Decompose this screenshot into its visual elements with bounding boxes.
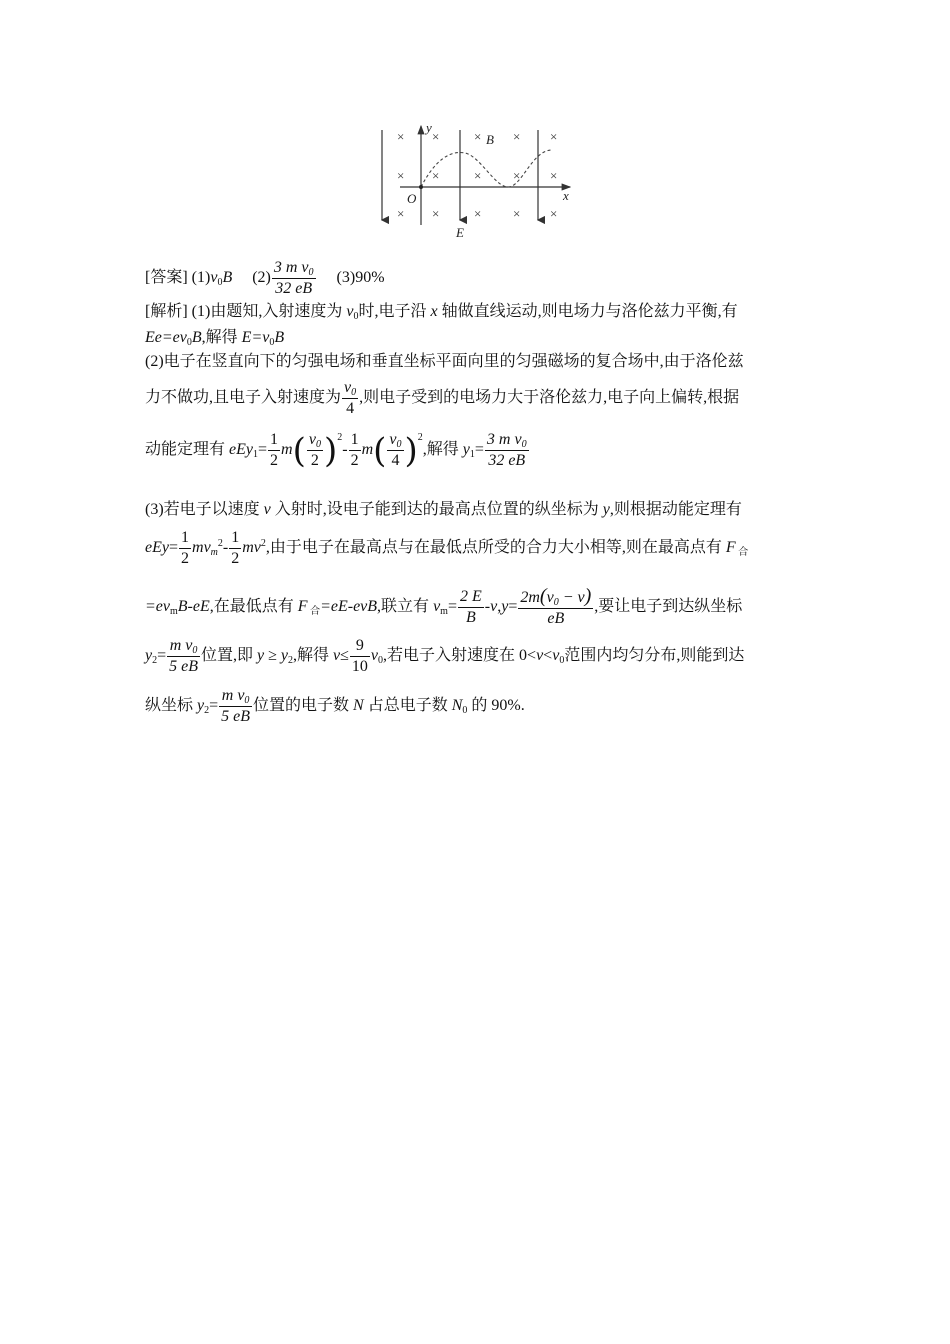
analysis-line-2 <box>145 328 284 348</box>
l5-y1: y <box>462 441 470 459</box>
l8-frac-num: 2 E <box>458 587 484 608</box>
l4-frac-num-sub: 0 <box>351 387 357 398</box>
svg-text:×: × <box>513 129 521 144</box>
l5-half-1-num: 1 <box>268 430 280 451</box>
answer-B: B <box>222 269 233 287</box>
label-E: E <box>456 225 464 240</box>
l5-half-2 <box>349 430 361 471</box>
l9-y2: y <box>145 647 153 665</box>
svg-text:×: × <box>550 129 558 144</box>
l1-v0: v <box>346 303 354 320</box>
field-diagram <box>370 120 580 245</box>
l9-frac-9-10-num: 9 <box>350 636 370 657</box>
l5-text-a: 动能定理有 <box>145 441 230 459</box>
l9-v0b-sub: 0 <box>559 655 565 667</box>
svg-text:×: × <box>474 129 482 144</box>
l8-y: y <box>501 598 509 616</box>
answer-bracket: [答案] <box>145 269 188 287</box>
l8-comma: , <box>497 598 502 616</box>
l5-half-1-den: 2 <box>270 452 279 469</box>
l5-sq-2: 2 <box>417 432 423 444</box>
l9-text-b: ,解得 <box>293 647 334 665</box>
electron-trajectory <box>421 150 552 187</box>
l6-v: v <box>263 501 271 518</box>
l6-y: y <box>602 501 610 518</box>
l8-frac-y-v0: v <box>546 589 554 606</box>
answer-line <box>145 258 385 299</box>
l5-half-2-den: 2 <box>350 452 359 469</box>
l7-eq: = <box>168 539 179 557</box>
l9-v0: v <box>370 647 379 665</box>
l10-N: N <box>353 697 364 715</box>
l9-eq: = <box>157 647 167 665</box>
l5-frac-v0-2-num <box>307 430 323 451</box>
l1-text-b: 时,电子沿 <box>358 303 431 320</box>
l8-vm-sub: m <box>440 606 448 618</box>
svg-text:×: × <box>513 206 521 221</box>
answer-frac-num-text: 3 m v <box>273 259 309 276</box>
l5-rparen-1: ) <box>323 430 338 471</box>
l9-frac-y2 <box>167 636 200 677</box>
label-O: O <box>407 191 417 206</box>
l5-text-b: ,解得 <box>422 441 463 459</box>
l5-eq: = <box>258 441 268 459</box>
svg-text:×: × <box>432 168 440 183</box>
answer-part1: (1) <box>191 269 211 287</box>
l5-result-num <box>485 430 529 451</box>
l5-frac-v0-4-num <box>387 430 403 451</box>
l9-v: v <box>333 647 341 665</box>
l4-frac-den: 4 <box>346 400 355 417</box>
l4-fraction <box>342 378 358 419</box>
l8-m-sub: m <box>170 606 178 618</box>
l8-F: F <box>297 598 308 616</box>
l8-frac-y-num <box>518 586 593 609</box>
l7-half-1 <box>179 528 191 569</box>
l7-F-sub: 合 <box>735 547 749 559</box>
l2-eq1: Ee=ev <box>145 329 187 346</box>
l7-sq-2: 2 <box>260 538 266 550</box>
l7-eEy: eEy <box>145 539 169 557</box>
l5-eq2: = <box>474 441 484 459</box>
answer-part2: (2) <box>252 269 271 287</box>
answer-fraction <box>272 258 316 299</box>
l5-frac-v0-2-num-text: v <box>308 431 316 448</box>
l10-eq: = <box>209 697 219 715</box>
l2-text: ,解得 <box>201 329 242 346</box>
l1-text-a: (1)由题知,入射速度为 <box>187 303 347 320</box>
l9-frac-y2-num-text: m v <box>169 637 193 654</box>
l10-frac-y2-den: 5 eB <box>221 708 251 725</box>
l10-text-d: 的 90%. <box>467 697 525 715</box>
l10-y2: y <box>197 697 205 715</box>
l8-vm: v <box>433 598 441 616</box>
l7-F: F <box>725 539 736 557</box>
l5-minus: - <box>342 441 348 459</box>
svg-text:×: × <box>432 206 440 221</box>
l5-lparen-1: ( <box>292 430 306 471</box>
l8-minus-v: -v <box>484 598 498 616</box>
l4-text-b: ,则电子受到的电场力大于洛伦兹力,电子向上偏转,根据 <box>359 389 740 407</box>
l9-frac-y2-num-sub: 0 <box>192 645 198 656</box>
l9-v0b: v <box>552 647 560 665</box>
svg-text:×: × <box>397 129 405 144</box>
svg-text:×: × <box>513 168 521 183</box>
l8-frac-y <box>518 586 593 629</box>
l10-N0: N <box>451 697 463 715</box>
l7-half-2 <box>229 528 241 569</box>
svg-text:×: × <box>474 206 482 221</box>
l10-text-b: 位置的电子数 <box>253 697 354 715</box>
analysis-line-9 <box>145 636 744 677</box>
l5-lparen-2: ( <box>373 430 387 471</box>
l9-v-mid: v <box>536 647 544 665</box>
l8-frac-y-den: eB <box>547 610 565 627</box>
l8-frac-2E-B <box>458 587 484 628</box>
l8-eq-c: =eE-evB <box>320 598 378 616</box>
l5-frac-v0-2-den: 2 <box>310 452 319 469</box>
l7-text: ,由于电子在最高点与在最低点所受的合力大小相等,则在最高点有 <box>265 539 726 557</box>
svg-text:×: × <box>550 168 558 183</box>
l6-text-a: (3)若电子以速度 <box>145 501 264 518</box>
l7-mv2: mv <box>242 539 261 557</box>
l8-text-b: ,联立有 <box>377 598 434 616</box>
l4-frac-num-text: v <box>344 379 352 396</box>
l8-eq2: = <box>508 598 518 616</box>
l5-frac-v0-2 <box>307 430 323 471</box>
l5-result-num-text: 3 m v <box>486 431 522 448</box>
svg-text:×: × <box>550 206 558 221</box>
svg-text:×: × <box>432 129 440 144</box>
l9-text-d: 范围内均匀分布,则能到达 <box>564 647 745 665</box>
l4-frac-num <box>342 378 358 399</box>
l8-eq-b: B-eE <box>177 598 210 616</box>
l5-result-den: 32 eB <box>488 452 526 469</box>
l7-minus: - <box>222 539 229 557</box>
l8-eq-a: =ev <box>145 598 170 616</box>
l6-text-b: 入射时,设电子能到达的最高点位置的纵坐标为 <box>270 501 603 518</box>
origin-point <box>419 185 423 189</box>
analysis-bracket: [解析] <box>145 303 188 320</box>
l1-v0-sub: 0 <box>353 311 359 322</box>
l2-eq2-sub: 0 <box>269 337 275 348</box>
l5-rparen-2: ) <box>404 430 418 471</box>
l5-result-fraction <box>485 430 529 471</box>
l5-frac-v0-4-num-text: v <box>389 431 397 448</box>
l9-ineq: y ≥ y <box>257 647 289 665</box>
answer-v-sub: 0 <box>217 277 223 289</box>
l5-m-1: m <box>281 441 293 459</box>
l8-frac-y-v0-sub: 0 <box>553 597 559 608</box>
l8-frac-y-2m: 2m <box>520 589 540 606</box>
analysis-line-1 <box>145 302 738 322</box>
l8-text-c: ,要让电子到达纵坐标 <box>594 598 743 616</box>
l8-frac-den: B <box>465 609 476 626</box>
l5-frac-v0-4-num-sub: 0 <box>396 439 402 450</box>
l8-eq: = <box>447 598 457 616</box>
l5-half-2-num: 1 <box>349 430 361 451</box>
l10-N0-sub: 0 <box>462 705 468 717</box>
l7-half-1-den: 2 <box>181 550 190 567</box>
svg-text:×: × <box>397 206 405 221</box>
l7-mv: mv <box>192 539 211 557</box>
l2-eq2-B: B <box>274 329 285 346</box>
l10-text-a: 纵坐标 <box>145 697 198 715</box>
answer-frac-den: 32 eB <box>275 280 313 297</box>
l7-sq-1: 2 <box>217 538 223 550</box>
l9-frac-y2-num <box>167 636 200 657</box>
l9-frac-9-10 <box>350 636 370 677</box>
l7-half-2-den: 2 <box>231 550 240 567</box>
l10-frac-y2-num <box>219 686 252 707</box>
l8-F-sub: 合 <box>307 606 321 618</box>
answer-v: v <box>210 269 218 287</box>
l9-frac-9-10-den: 10 <box>351 658 368 675</box>
analysis-line-5 <box>145 430 530 471</box>
svg-text:×: × <box>474 168 482 183</box>
l8-frac-y-minus: − <box>558 589 578 606</box>
l2-eq1-B: B <box>191 329 202 346</box>
l9-text-c: ,若电子入射速度在 0< <box>383 647 537 665</box>
l9-text-a: 位置,即 <box>201 647 258 665</box>
l5-sub1: 1 <box>253 449 258 461</box>
l5-half-1 <box>268 430 280 471</box>
l7-m-sub: m <box>210 547 218 559</box>
l9-ineq-sub: 2 <box>288 655 294 667</box>
l6-text-c: ,则根据动能定理有 <box>609 501 742 518</box>
l9-y2-sub: 2 <box>152 655 158 667</box>
l5-sq-1: 2 <box>337 432 343 444</box>
answer-frac-num <box>272 258 316 279</box>
analysis-line-6 <box>145 500 742 520</box>
analysis-line-4 <box>145 378 739 419</box>
analysis-line-8 <box>145 586 742 629</box>
l8-frac-y-rparen: ) <box>584 585 592 607</box>
label-B: B <box>486 132 494 147</box>
l5-y1-sub: 1 <box>469 449 475 461</box>
l5-frac-v0-4 <box>387 430 403 471</box>
l9-le: ≤ <box>340 647 349 665</box>
l7-half-2-num: 1 <box>229 528 241 549</box>
l5-frac-v0-4-den: 4 <box>391 452 400 469</box>
l9-frac-y2-den: 5 eB <box>169 658 199 675</box>
l8-frac-y-v: v <box>577 589 585 606</box>
l1-x: x <box>430 303 438 320</box>
svg-text:×: × <box>397 168 405 183</box>
analysis-line-10 <box>145 686 525 727</box>
l10-frac-y2-num-text: m v <box>221 687 245 704</box>
l9-v0-sub: 0 <box>378 655 384 667</box>
l8-frac-y-lparen: ( <box>539 585 547 607</box>
l5-eEy: eEy <box>229 441 253 459</box>
l9-lt: < <box>543 647 553 665</box>
l10-frac-y2 <box>219 686 252 727</box>
answer-frac-num-sub: 0 <box>308 267 314 278</box>
l10-y2-sub: 2 <box>204 705 210 717</box>
l7-half-1-num: 1 <box>179 528 191 549</box>
analysis-line-3: (2)电子在竖直向下的匀强电场和垂直坐标平面向里的匀强磁场的复合场中,由于洛伦兹 <box>145 353 744 370</box>
l1-text-c: 轴做直线运动,则电场力与洛伦兹力平衡,有 <box>437 303 738 320</box>
l4-text-a: 力不做功,且电子入射速度为 <box>145 389 342 407</box>
label-y: y <box>426 120 432 135</box>
l5-result-num-sub: 0 <box>521 439 527 450</box>
label-x: x <box>563 188 569 203</box>
l2-eq1-sub: 0 <box>186 337 192 348</box>
answer-part3: (3)90% <box>336 269 385 287</box>
l8-text-a: ,在最低点有 <box>209 598 298 616</box>
l10-frac-y2-num-sub: 0 <box>244 695 250 706</box>
analysis-line-7 <box>145 528 748 569</box>
l10-text-c: 占总电子数 <box>363 697 452 715</box>
l2-eq2: E=v <box>241 329 270 346</box>
l5-frac-v0-2-num-sub: 0 <box>315 439 321 450</box>
l5-m-2: m <box>361 441 374 459</box>
